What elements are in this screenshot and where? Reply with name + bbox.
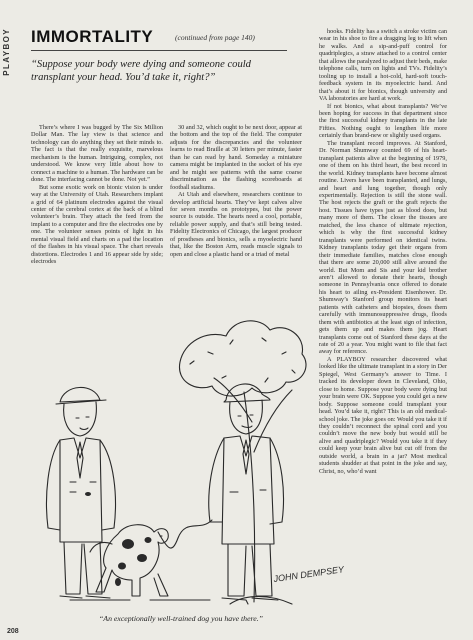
paragraph: At Utah and elsewhere, researchers continue to develop artificial hearts. They’ve kept calves alive for seven months on prototypes, but the power source is outside. The hearts need a cool, portable, reliable power supply, and that’s still being tested. Fidelity Electronics of Chicago, the largest producer of prostheses and bionics, sells a myoelectric hand that, like the Boston Arm, reads muscle signals to open and close a plastic hand or a triad of metal: [170, 191, 302, 258]
paragraph: A PLAYBOY researcher discovered what looked like the ultimate transplant in a story in Der Spiegel, West Germany’s answer to Time. I tracked its developer down in Cleveland, Ohio, close to home. Suppose your body were dying but your brain were OK. Suppose you could get a new body. Suppose someone could transplant your head. You’d take it, right? This is an old medical-school joke. The joke goes on: Would you take it if they couldn’t reconnect the spinal cord and you couldn’t move the new body but would still be alive and quadriplegic? Would you take it if they could keep your brain alive but cut off from the outside world, a brain in a jar? Most medical students shudder at that point in the joke and say, Christ, no, who’d want: [319, 355, 447, 475]
paragraph: But some exotic work on bionic vision is under way at the University of Utah. Researchers implant a grid of 64 platinum electrodes against the visual center of the cerebral cortex at the back of a blind volunteer’s brain. They attach the feed from the implant to a computer and fire the electrodes one by one. The volunteer senses points of light in his mental visual field and charts on a pad the location of the flashes in his visual space. The chart reveals distortions. Electrodes 1 and 16 appear side by side; electrodes: [31, 183, 163, 266]
paragraph: 30 and 32, which ought to be next door, appear at the bottom and the top of the field. The computer adjusts for the discrepancies and the volunteer learns to read Braille at 30 letters per minute, faster than he can read by hand. Someday a miniature camera might be implanted in the socket of his eye and he might see patterns with the same coarse discrimination as the flashing scoreboards at football stadiums.: [170, 124, 302, 191]
article-title: IMMORTALITY: [31, 27, 154, 46]
paragraph: The transplant record improves. At Stanford, Dr. Norman Shumway counted 69 of his heart-transplant patients alive at the beginning of 1979, one of them on his third heart, the best record in the world. Kidney transplants have become almost routine. Livers have been transplanted, and lungs, and heart and lung together, though only experimentally. Rejection is still the stone wall. The host rejects the graft or the graft rejects the host. Tissues have types just as blood does, but many more of them. The closer the tissues are matched, the less chance of ultimate rejection, which is why the first successful kidney transplants were performed on identical twins. Kidney transplants today get their organs from their immediate families, matches close enough that there are some 20,000 still alive around the world. But Mom and Sis and your kid brother aren’t allowed to donate their hearts, though someone in Pennsylvania once offered to donate his heart to ailing ex-President Eisenhower. Dr. Shumway’s Stanford group monitors its heart patients with catheters and biopsies, doses them carefully with immunosuppressive drugs, floods them with antibiotics at the least sign of infection, gets them up and makes them jog. Heart transplants come out of Stanford these days at the rate of 20 a year. You might want to file that fact away for reference.: [319, 139, 447, 356]
cartoon-illustration: [30, 282, 345, 612]
paragraph: There’s where I was bugged by The Six Million Dollar Man. The lay view is that science and technology can do anything they set their minds to. The fact is that the really exquisite, marvelous mechanism is the human. Intriguing, complex, not understood. We know very little about how to connect a machine to a human. The hardware can be done. The interfacing cannot be done. Not yet.”: [31, 124, 163, 184]
leash-drawing: [158, 520, 212, 548]
article-header: [31, 27, 301, 49]
magazine-name: PLAYBOY: [2, 28, 11, 76]
pull-quote: “Suppose your body were dying and someone could transplant your head. You’d take it, right?”: [31, 59, 251, 83]
cartoon-caption: “An exceptionally well-trained dog you have there.”: [98, 614, 264, 623]
text-column-1: [31, 124, 163, 278]
man-right-drawing: [209, 384, 284, 604]
continued-note: (continued from page 140): [175, 33, 255, 42]
text-column-2: [170, 124, 302, 278]
header-rule: [31, 50, 287, 51]
text-column-3: [319, 28, 447, 632]
paragraph: If not bionics, what about transplants? We’ve been hoping for success in that department since the first successful kidney transplants in the late Fifties. Nothing ought to lengthen life more certainly than brand-new or slightly used organs.: [319, 102, 447, 140]
paragraph: hooks. Fidelity has a switch a stroke victim can wear in his shoe to fire a dragging leg to lift when he walks. And a sip-and-puff control for quadriplegics, a straw attached to a control center that allows the paralyzed to adjust their beds, make telephone calls, turn on lights and TVs. Fidelity’s tooling up to install a hot-cold, hard-soft touch-feedback system in its myoelectric hand. And that’s about it for bionics, though university and VA laboratories are hard at work.: [319, 28, 447, 103]
cartoonist-signature: JOHN DEMPSEY: [272, 564, 345, 584]
page-number: 208: [7, 628, 19, 635]
tree-drawing: [179, 321, 306, 604]
